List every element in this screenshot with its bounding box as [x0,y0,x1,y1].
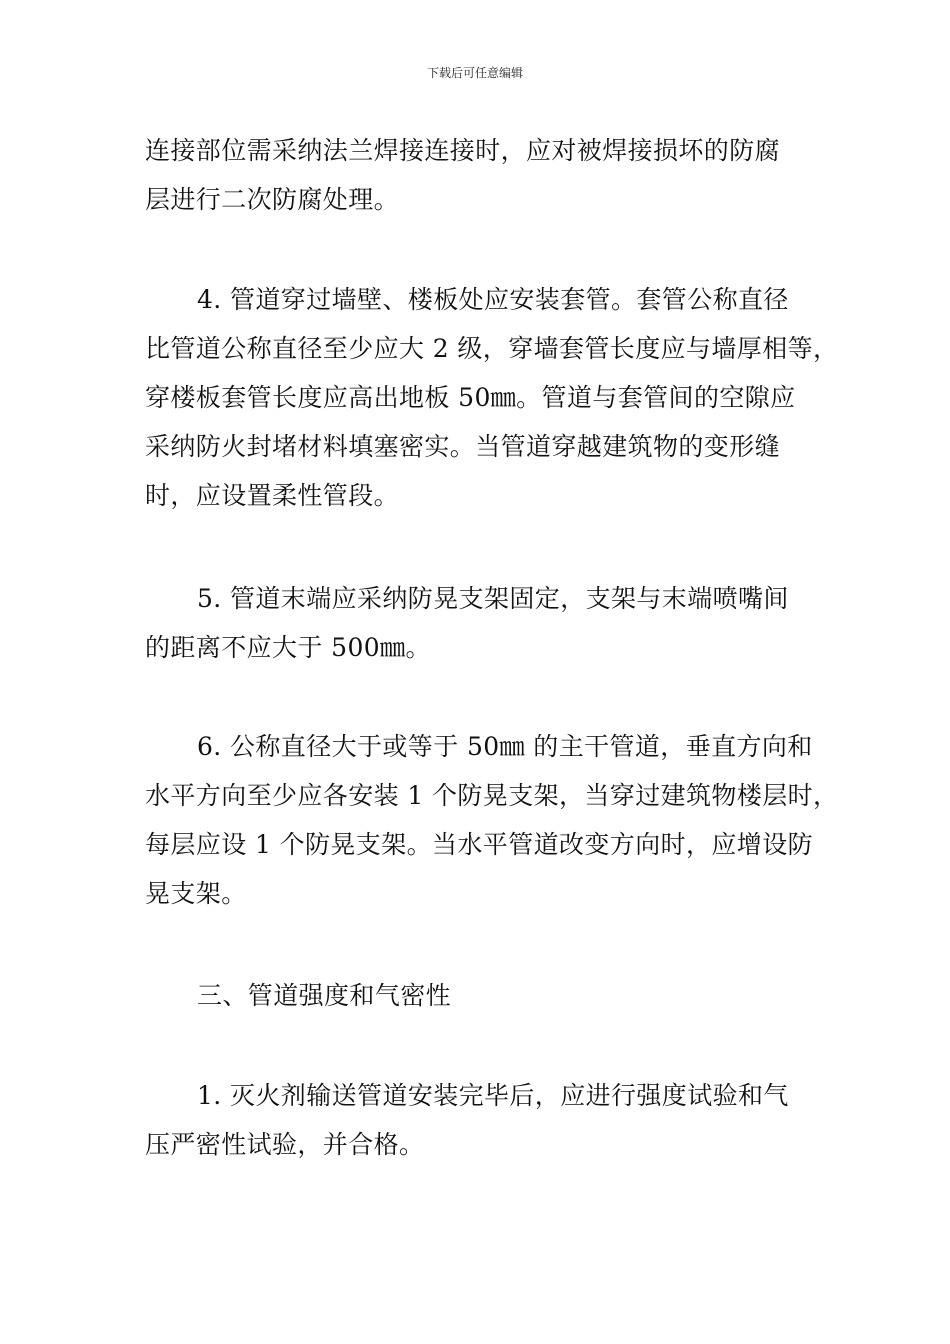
paragraph-flange-welding [145,126,825,224]
text-line: 比管道公称直径至少应大 2 级，穿墙套管长度应与墙厚相等， [145,334,839,363]
text-line: 的距离不应大于 500㎜。 [145,633,431,662]
text-line: 每层应设 1 个防晃支架。当水平管道改变方向时，应增设防 [145,830,814,859]
text-line: 层进行二次防腐处理。 [145,185,400,214]
text-line: 连接部位需采纳法兰焊接连接时，应对被焊接损坏的防腐 [145,136,781,165]
text-line: 压严密性试验，并合格。 [145,1130,425,1159]
text-line: 时，应设置柔性管段。 [145,481,400,510]
text-line: 采纳防火封堵材料填塞密实。当管道穿越建筑物的变形缝 [145,432,781,461]
text-line: 穿楼板套管长度应高出地板 50㎜。管道与套管间的空隙应 [145,383,796,412]
text-line: 1. 灭火剂输送管道安装完毕后，应进行强度试验和气 [197,1081,789,1110]
section-heading-3 [145,971,825,1020]
text-line: 水平方向至少应各安装 1 个防晃支架，当穿过建筑物楼层时， [145,781,839,810]
text-line: 晃支架。 [145,879,247,908]
text-line: 5. 管道末端应采纳防晃支架固定，支架与末端喷嘴间 [197,584,789,613]
paragraph-item-4 [145,275,839,520]
paragraph-item-6 [145,722,839,918]
section-heading-text: 三、管道强度和气密性 [197,981,452,1010]
paragraph-item-5 [145,574,825,672]
text-line: 6. 公称直径大于或等于 50㎜ 的主干管道，垂直方向和 [197,732,813,761]
text-line: 4. 管道穿过墙壁、楼板处应安装套管。套管公称直径 [197,285,789,314]
page-header: 下载后可任意编辑 [426,66,523,80]
paragraph-section3-item-1 [145,1071,825,1169]
